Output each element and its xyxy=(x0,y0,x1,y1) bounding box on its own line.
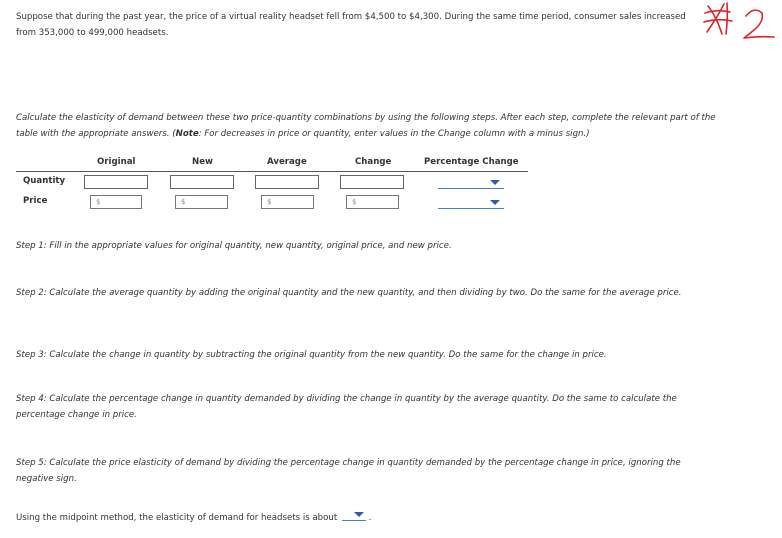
problem-intro: Suppose that during the past year, the price of a virtual reality headset fell from $4,500 to $4,300. During the same time period, consumer sales increased from 353,000 to 499,000 headsets. xyxy=(16,12,686,38)
final-question-end: . xyxy=(368,513,372,523)
handwritten-mark-icon xyxy=(700,0,780,44)
price-average-input[interactable]: $ xyxy=(261,195,314,209)
chevron-down-icon xyxy=(490,200,500,205)
chevron-down-icon xyxy=(354,512,364,517)
header-new: New xyxy=(192,157,213,167)
instructions-text: Calculate the elasticity of demand between these two price-quantity combinations by using the following steps. After each step, complete the relevant part of the table with the appropriate answers. ( xyxy=(16,113,716,139)
table-header-divider xyxy=(16,171,528,172)
header-original: Original xyxy=(97,157,136,167)
price-percentage-change-dropdown[interactable] xyxy=(438,196,504,209)
step-3: Step 3: Calculate the change in quantity by subtracting the original quantity from the new quantity. Do the same for the change in price. xyxy=(16,350,607,360)
row-label-quantity: Quantity xyxy=(23,176,66,186)
step-1: Step 1: Fill in the appropriate values for original quantity, new quantity, original price, and new price. xyxy=(16,241,452,251)
final-question xyxy=(16,510,371,526)
quantity-average-input[interactable] xyxy=(255,175,319,189)
chevron-down-icon xyxy=(490,180,500,185)
note-text: : For decreases in price or quantity, enter values in the Change column with a minus sign.) xyxy=(198,129,590,139)
step-2: Step 2: Calculate the average quantity by adding the original quantity and the new quantity, and then dividing by two. Do the same for the average price. xyxy=(16,288,682,298)
instructions xyxy=(16,110,716,142)
elasticity-answer-dropdown[interactable] xyxy=(342,510,366,521)
price-original-input[interactable]: $ xyxy=(90,195,142,209)
header-average: Average xyxy=(267,157,307,167)
price-new-input[interactable]: $ xyxy=(175,195,228,209)
note-label: Note xyxy=(175,129,199,139)
header-change: Change xyxy=(355,157,392,167)
quantity-original-input[interactable] xyxy=(84,175,148,189)
price-change-input[interactable]: $ xyxy=(346,195,399,209)
step-5: Step 5: Calculate the price elasticity of demand by dividing the percentage change in quantity demanded by the percentage change in price, ignoring the negative sign. xyxy=(16,458,681,484)
final-question-text: Using the midpoint method, the elasticity of demand for headsets is about xyxy=(16,513,338,523)
step-4: Step 4: Calculate the percentage change in quantity demanded by dividing the change in quantity by the average quantity. Do the same to calculate the percentage change in price. xyxy=(16,394,677,420)
header-percentage-change: Percentage Change xyxy=(424,157,519,167)
quantity-new-input[interactable] xyxy=(170,175,234,189)
quantity-percentage-change-dropdown[interactable] xyxy=(438,176,504,189)
quantity-change-input[interactable] xyxy=(340,175,404,189)
row-label-price: Price xyxy=(23,196,48,206)
